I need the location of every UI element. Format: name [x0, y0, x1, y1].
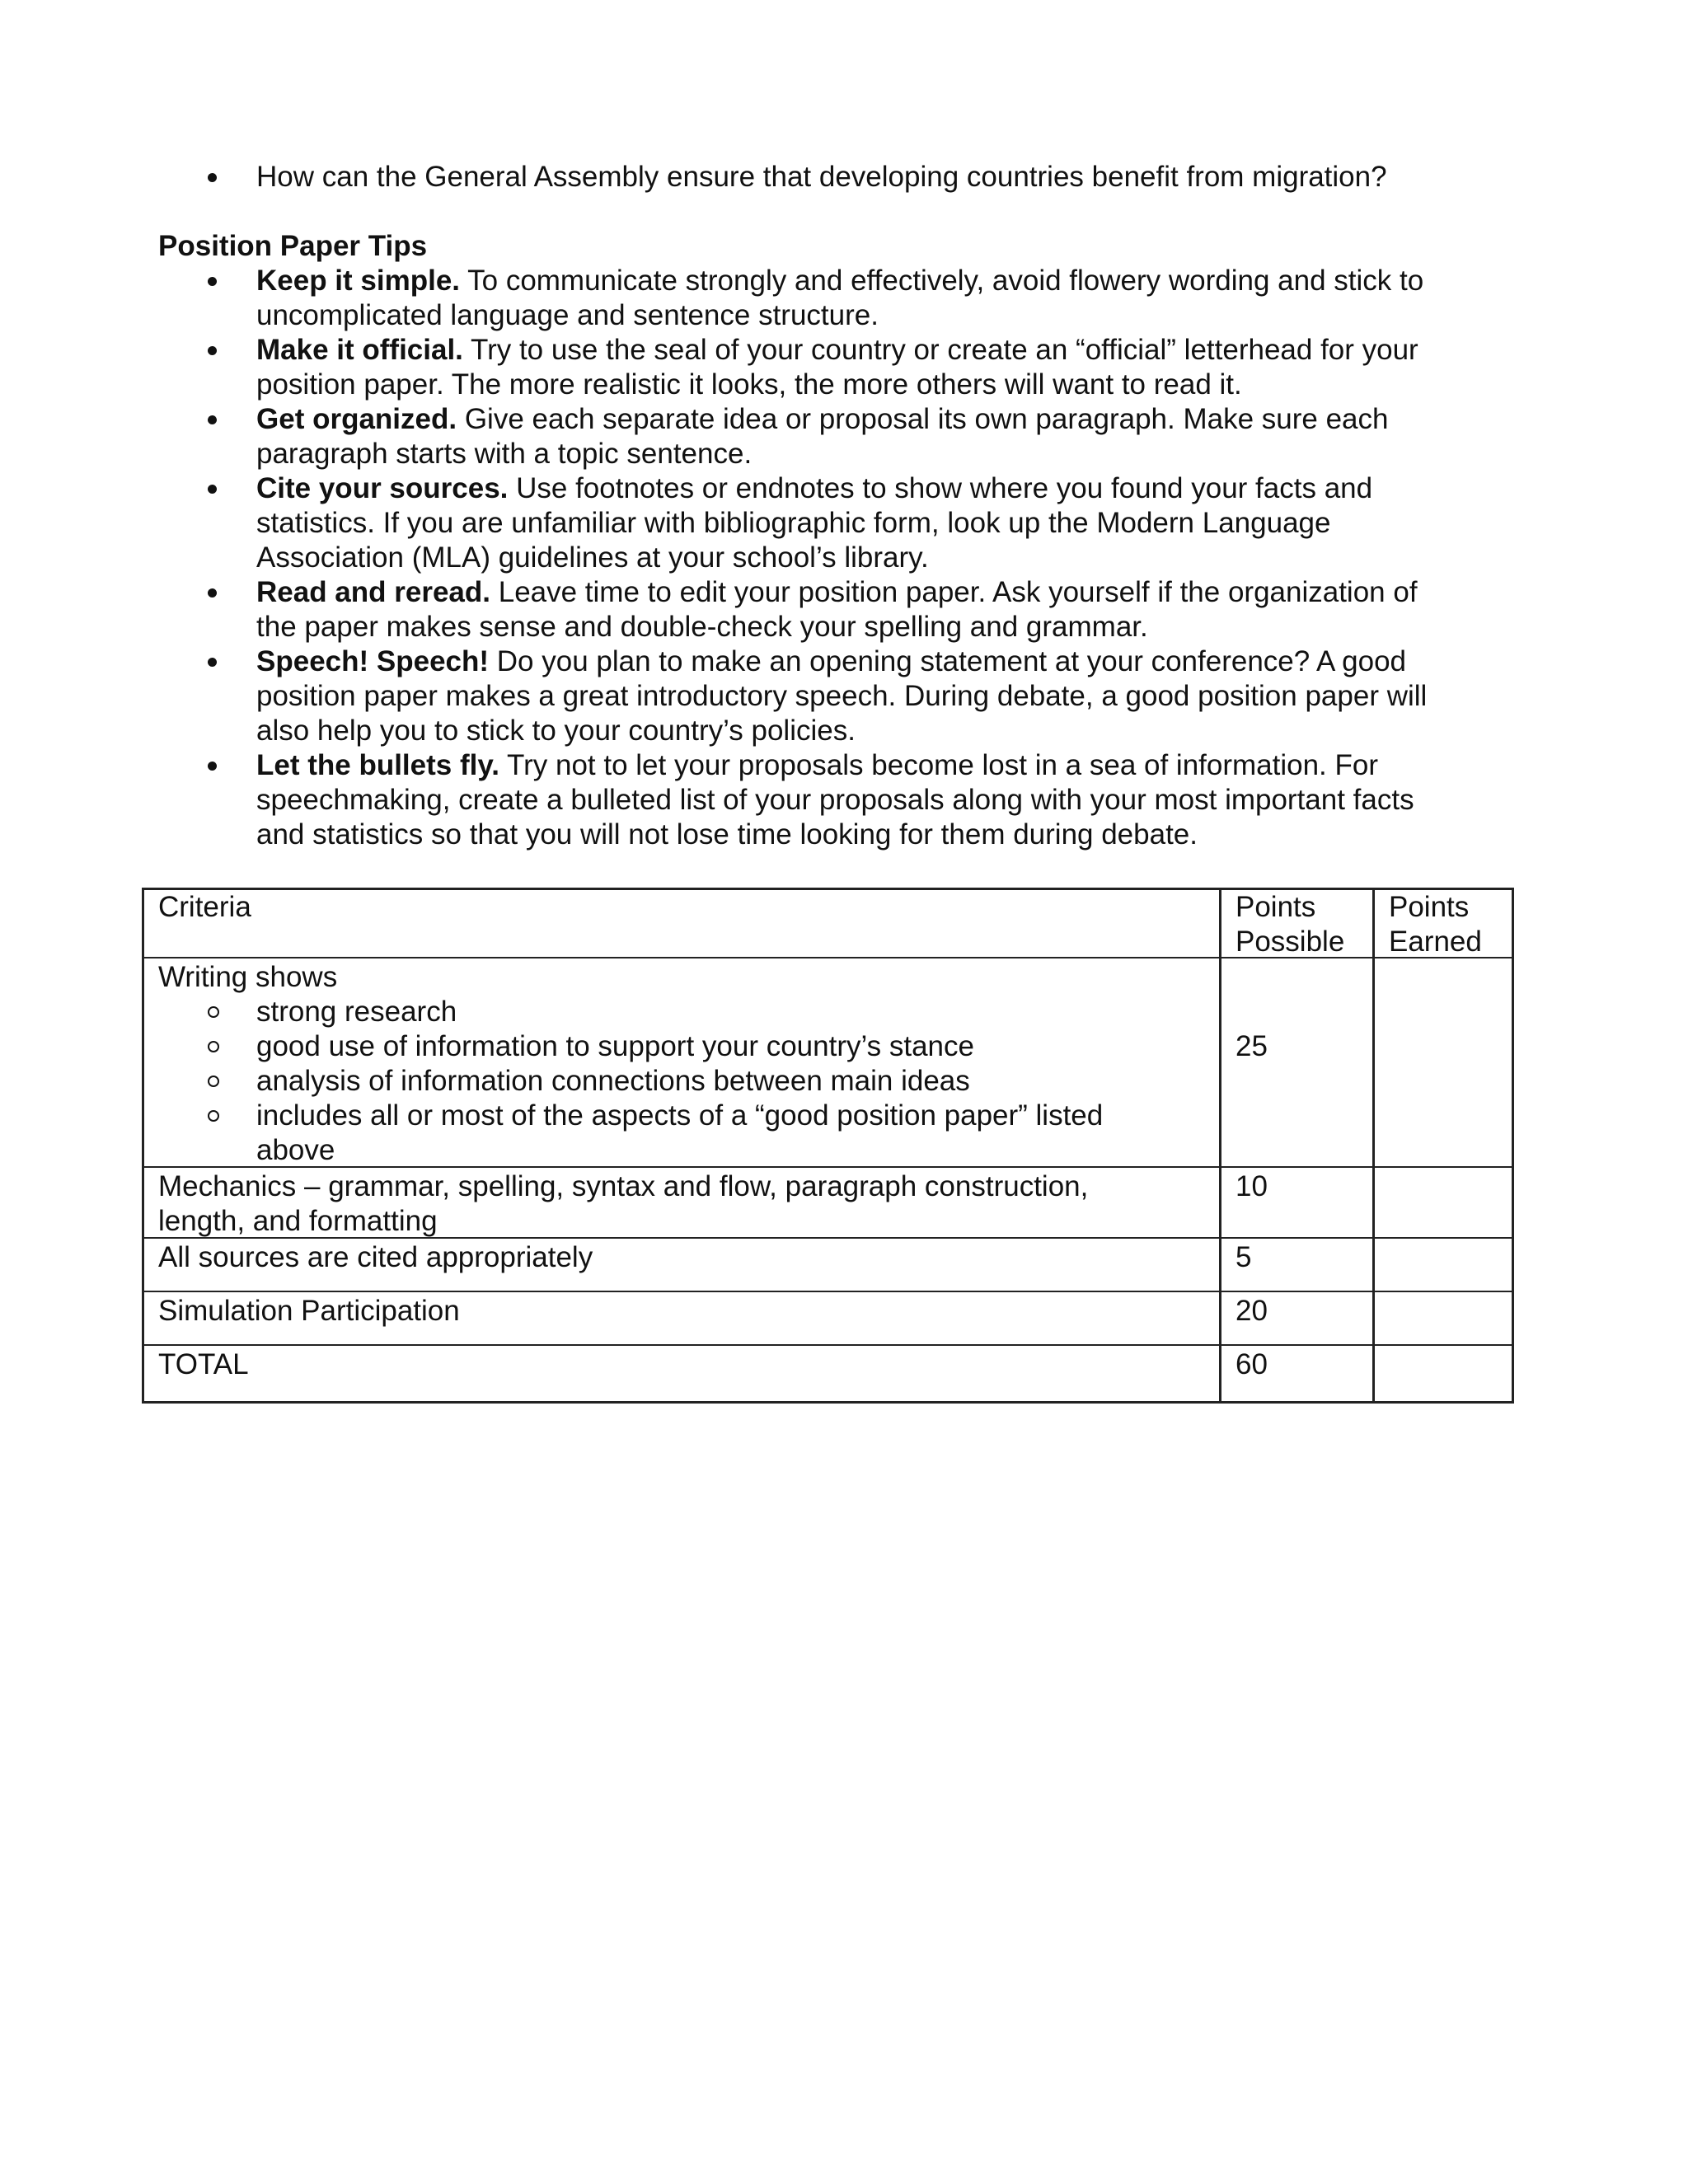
sub-bullet-circle [208, 1041, 219, 1052]
tip-text-line: paragraph starts with a topic sentence. [256, 438, 753, 470]
sources-points: 5 [1236, 1241, 1252, 1273]
tip-first-line [256, 402, 1534, 437]
bullet-dot [208, 277, 217, 286]
simulation-points: 20 [1236, 1295, 1268, 1327]
tip-text-line: the paper makes sense and double-check your spelling and grammar. [256, 611, 1148, 643]
header-points-possible-line1: Points [1236, 891, 1316, 923]
tip-title: Get organized. [256, 403, 457, 435]
tip-item [256, 264, 1534, 333]
sub-bullet-circle [208, 1006, 219, 1018]
writing-item-continuation: above [256, 1134, 335, 1166]
bullet-dot [208, 346, 217, 355]
tip-item [256, 575, 1534, 644]
bullet-dot [208, 485, 217, 494]
header-points-possible-line2: Possible [1236, 926, 1345, 958]
tip-text: Leave time to edit your position paper. Ask yourself if the organization of [490, 576, 1418, 608]
writing-item: strong research [256, 996, 457, 1028]
total-label: TOTAL [158, 1348, 249, 1380]
tip-text-line: statistics. If you are unfamiliar with bibliographic form, look up the Modern Language [256, 507, 1331, 539]
bullet-dot [208, 173, 217, 182]
tip-text-line: position paper. The more realistic it looks, the more others will want to read it. [256, 368, 1242, 401]
sub-bullet-circle [208, 1110, 219, 1122]
tip-text-line: uncomplicated language and sentence structure. [256, 299, 879, 331]
sources-label: All sources are cited appropriately [158, 1241, 593, 1273]
tip-first-line [256, 644, 1534, 679]
tip-text: Do you plan to make an opening statement at your conference? A good [489, 645, 1407, 677]
writing-item: includes all or most of the aspects of a “good position paper” listed [256, 1099, 1104, 1132]
tip-title: Make it official. [256, 334, 463, 366]
tip-text-line: Association (MLA) guidelines at your school’s library. [256, 541, 929, 574]
tip-first-line [256, 264, 1534, 298]
tip-title: Cite your sources. [256, 472, 509, 504]
bullet-dot [208, 762, 217, 771]
tip-text-line: also help you to stick to your country’s policies. [256, 715, 856, 747]
tip-title: Read and reread. [256, 576, 490, 608]
mechanics-points: 10 [1236, 1170, 1268, 1202]
tip-text: To communicate strongly and effectively, avoid flowery wording and stick to [460, 265, 1424, 297]
simulation-label: Simulation Participation [158, 1295, 460, 1327]
tip-title: Speech! Speech! [256, 645, 490, 677]
intro-question: How can the General Assembly ensure that developing countries benefit from migration? [256, 161, 1387, 193]
mechanics-label-line2: length, and formatting [158, 1205, 438, 1237]
tip-text: Use footnotes or endnotes to show where you found your facts and [508, 472, 1373, 504]
sub-bullet-circle [208, 1076, 219, 1087]
writing-points: 25 [1236, 1030, 1268, 1062]
tip-text-line: position paper makes a great introductory speech. During debate, a good position paper will [256, 680, 1428, 712]
header-criteria: Criteria [158, 891, 251, 923]
bullet-dot [208, 588, 217, 598]
tip-item [256, 644, 1534, 748]
tip-text-line: and statistics so that you will not lose time looking for them during debate. [256, 818, 1198, 851]
bullet-dot [208, 658, 217, 667]
tip-first-line [256, 575, 1534, 610]
bullet-dot [208, 415, 217, 424]
tip-title: Keep it simple. [256, 265, 461, 297]
section-heading: Position Paper Tips [158, 230, 428, 262]
tip-first-line [256, 333, 1534, 368]
writing-item: analysis of information connections between main ideas [256, 1065, 970, 1097]
mechanics-label-line1: Mechanics – grammar, spelling, syntax and flow, paragraph construction, [158, 1170, 1089, 1202]
header-points-earned-line2: Earned [1389, 926, 1482, 958]
total-points: 60 [1236, 1348, 1268, 1380]
tip-first-line [256, 748, 1534, 783]
header-points-earned-line1: Points [1389, 891, 1470, 923]
tip-title: Let the bullets fly. [256, 749, 499, 781]
writing-item: good use of information to support your country’s stance [256, 1030, 974, 1062]
tip-item [256, 748, 1534, 852]
writing-label: Writing shows [158, 961, 338, 993]
tip-text-line: speechmaking, create a bulleted list of your proposals along with your most important facts [256, 784, 1414, 816]
tip-text: Try to use the seal of your country or create an “official” letterhead for your [462, 334, 1418, 366]
tip-item [256, 471, 1534, 575]
tip-text: Give each separate idea or proposal its own paragraph. Make sure each [457, 403, 1389, 435]
tip-item [256, 402, 1534, 471]
tip-item [256, 333, 1534, 402]
tip-text: Try not to let your proposals become lost in a sea of information. For [499, 749, 1379, 781]
tip-first-line [256, 471, 1534, 506]
